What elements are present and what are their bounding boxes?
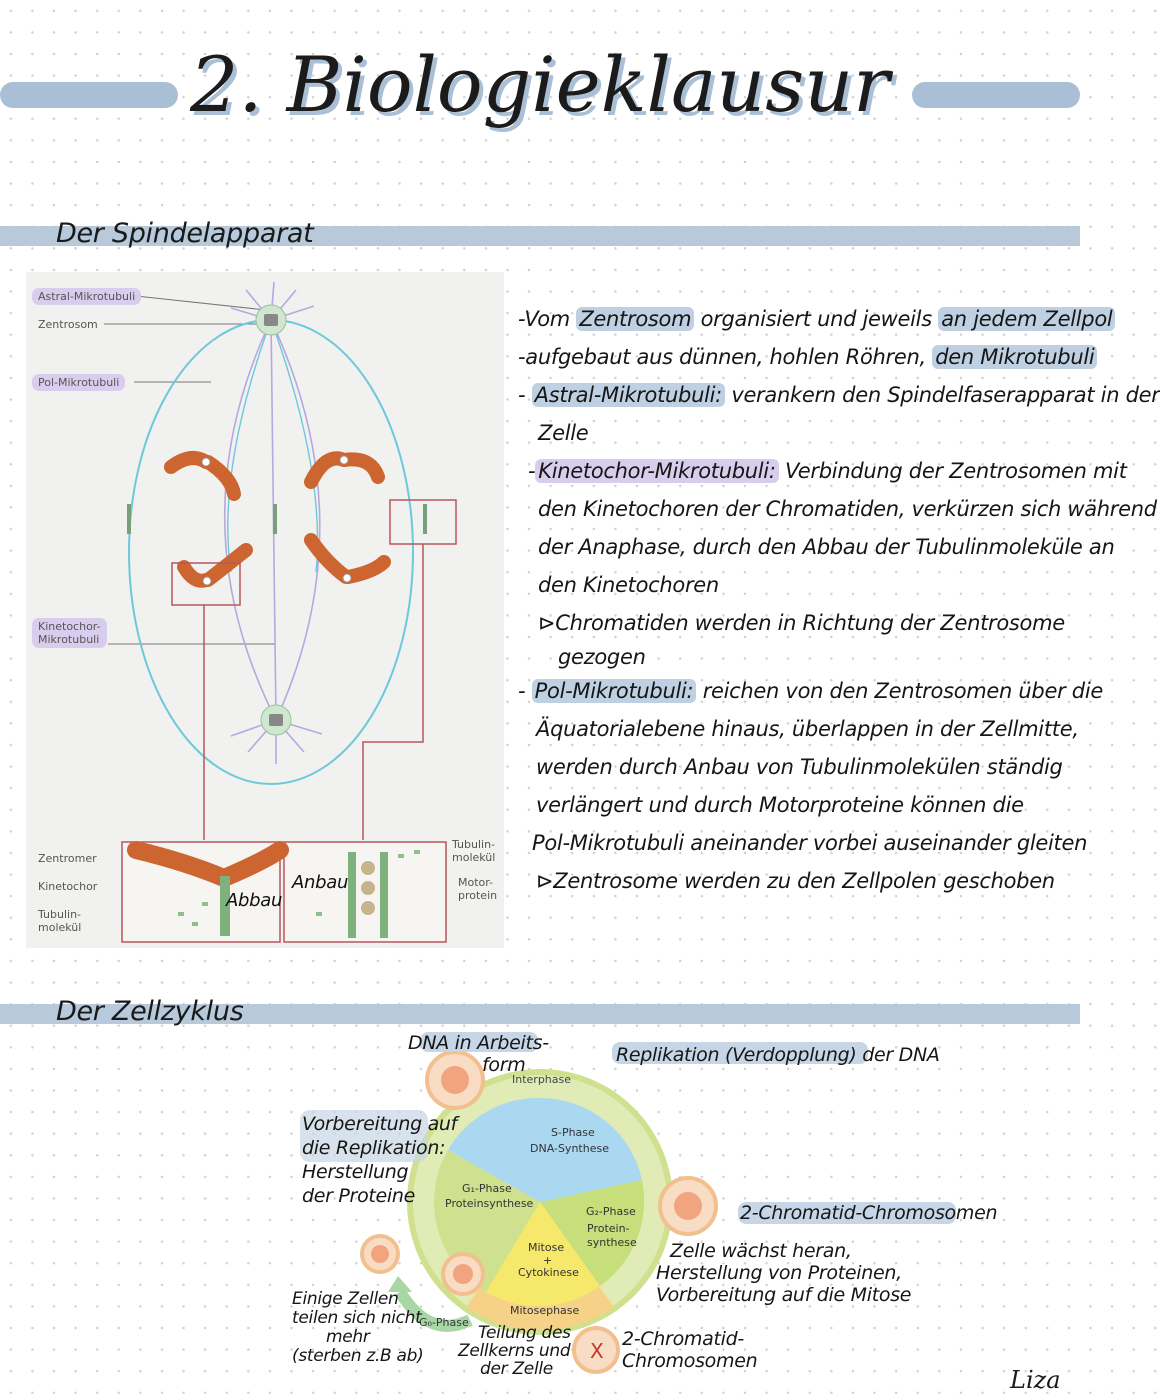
note-line: Zelle [538, 421, 589, 445]
signature: Liza [1010, 1366, 1061, 1394]
anno-replikation: Replikation (Verdopplung) der DNA [616, 1044, 940, 1066]
label-tubulin-right: Tubulin- molekül [452, 838, 496, 864]
label-g1-sub: Proteinsynthese [445, 1197, 534, 1210]
fiber-inner-left [228, 320, 271, 572]
page-title: 2. Biologieklausur [190, 40, 890, 129]
note-line: verlängert und durch Motorproteine können die [536, 793, 1024, 817]
note-line: - Kinetochor-Mikrotubuli: Verbindung der Zentrosomen mit [528, 459, 1127, 483]
svg-text:X: X [590, 1339, 604, 1363]
note-line: ⊳Chromatiden werden in Richtung der Zentrosome [538, 611, 1065, 635]
label-anbau: Anbau [292, 872, 349, 893]
spindle-notes [518, 300, 1160, 900]
section-heading-spindel: Der Spindelapparat [56, 218, 314, 249]
section-heading-zellzyklus: Der Zellzyklus [56, 996, 244, 1027]
leader-astral [136, 296, 266, 310]
label-g0-phase: G₀-Phase [419, 1316, 469, 1329]
anno-zelle-waechst: Zelle wächst heran, Herstellung von Proteinen, Vorbereitung auf die Mitose [656, 1240, 912, 1306]
anno-einige-zellen: Einige Zellen teilen sich nicht mehr (sterben z.B ab) [292, 1289, 424, 1366]
note-line: ⊳Zentrosome werden zu den Zellpolen geschoben [536, 869, 1055, 893]
label-motor: Motor- protein [458, 876, 498, 902]
note-line: Pol-Mikrotubuli aneinander vorbei auseinander gleiten [532, 831, 1088, 855]
note-line: -aufgebaut aus dünnen, hohlen Röhren, den Mikrotubuli [518, 338, 1058, 376]
label-s-sub: DNA-Synthese [530, 1142, 609, 1155]
centriole-top [264, 314, 278, 326]
label-mitosephase: Mitosephase [510, 1304, 580, 1317]
label-zentrosom: Zentrosom [38, 318, 98, 331]
anno-teilung: Teilung des Zellkerns und der Zelle [458, 1323, 571, 1379]
note-line: der Anaphase, durch den Abbau der Tubulinmoleküle an [538, 535, 1115, 559]
anno-chromatid-2: 2-Chromatid- Chromosomen [622, 1328, 758, 1372]
centriole-bottom [269, 714, 283, 726]
note-line: den Kinetochoren der Chromatiden, verkürzen sich während [538, 497, 1157, 521]
note-line: - Pol-Mikrotubuli: reichen von den Zentrosomen über die [518, 679, 1103, 703]
label-tubulin-left: Tubulin- molekül [38, 908, 82, 934]
label-g2-phase: G₂-Phase [586, 1205, 636, 1218]
label-cytokinese: Cytokinese [518, 1266, 579, 1279]
kinetochor-fiber-right [271, 320, 320, 720]
label-abbau: Abbau [226, 890, 283, 911]
anno-dna-arbeitsform: DNA in Arbeits- form [408, 1032, 549, 1076]
detail-microtubule-b [380, 852, 388, 938]
note-line: - Astral-Mikrotubuli: verankern den Spindelfaserapparat in der [518, 383, 1160, 407]
label-s-phase: S-Phase [551, 1126, 595, 1139]
label-g2-sub: Protein- synthese [587, 1222, 637, 1249]
label-interphase: Interphase [512, 1073, 572, 1086]
label-kinetochor-mikrotubuli: Kinetochor- Mikrotubuli [32, 618, 107, 648]
title-bar-right [912, 82, 1080, 108]
spindle-figure [26, 272, 504, 948]
note-line: -Vom Zentrosom organisiert und jeweils an jedem Zellpol [518, 300, 1058, 338]
label-kinetochor: Kinetochor [38, 880, 98, 893]
label-pol: Pol-Mikrotubuli [32, 374, 125, 391]
kinetochor-fiber-left [225, 320, 276, 720]
title-bar-left [0, 82, 178, 108]
equator-markers [127, 504, 427, 534]
anno-vorbereitung: Vorbereitung auf die Replikation: Herstellung der Proteine [302, 1113, 458, 1207]
label-g1-phase: G₁-Phase [462, 1182, 512, 1195]
detail-microtubule-a [348, 852, 356, 938]
label-mitose: Mitose [528, 1241, 565, 1254]
note-line: den Kinetochoren [538, 573, 719, 597]
label-zentromer: Zentromer [38, 852, 97, 865]
zoom-line-right [363, 544, 423, 840]
note-line: gezogen [558, 645, 646, 669]
motor-proteins [361, 861, 375, 915]
anno-2-chromatid: 2-Chromatid-Chromosomen [740, 1202, 998, 1224]
note-line: werden durch Anbau von Tubulinmolekülen ständig [536, 755, 1063, 779]
label-astral: Astral-Mikrotubuli [32, 288, 141, 305]
note-line: Äquatorialebene hinaus, überlappen in der Zellmitte, [536, 717, 1079, 741]
label-plus: + [543, 1254, 553, 1267]
